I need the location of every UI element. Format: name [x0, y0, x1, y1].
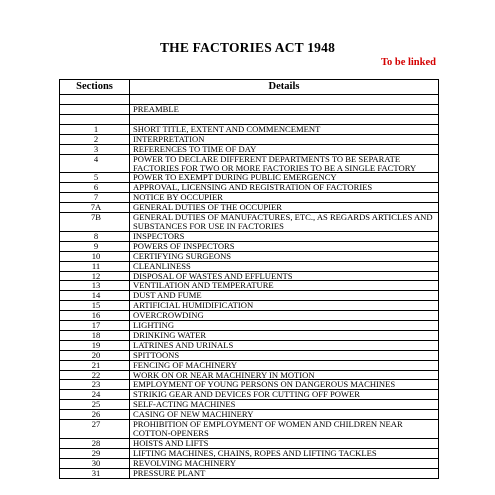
section-details: GENERAL DUTIES OF THE OCCUPIER	[130, 203, 439, 213]
section-details: REVOLVING MACHINERY	[130, 458, 439, 468]
section-details: INSPECTORS	[130, 231, 439, 241]
section-number: 25	[60, 400, 130, 410]
blank-cell	[60, 95, 130, 105]
table-row	[60, 271, 439, 281]
table-header-row	[60, 80, 439, 95]
table-row	[60, 321, 439, 331]
section-details: LIFTING MACHINES, CHAINS, ROPES AND LIFTING TACKLES	[130, 448, 439, 458]
section-number: 16	[60, 311, 130, 321]
section-details: STRIKIG GEAR AND DEVICES FOR CUTTING OFF POWER	[130, 390, 439, 400]
table-row	[60, 251, 439, 261]
section-number: 29	[60, 448, 130, 458]
section-number: 14	[60, 291, 130, 301]
section-details: PROHIBITION OF EMPLOYMENT OF WOMEN AND CHILDREN NEAR COTTON-OPENERS	[130, 420, 439, 439]
section-number: 15	[60, 301, 130, 311]
blank-cell	[130, 95, 439, 105]
section-number: 2	[60, 134, 130, 144]
table-row	[60, 438, 439, 448]
section-details: CERTIFYING SURGEONS	[130, 251, 439, 261]
section-details: DISPOSAL OF WASTES AND EFFLUENTS	[130, 271, 439, 281]
table-row	[60, 458, 439, 468]
section-details: POWER TO DECLARE DIFFERENT DEPARTMENTS TO BE SEPARATE FACTORIES FOR TWO OR MORE FACTORIES TO BE A SINGLE FACTORY	[130, 154, 439, 173]
table-row	[60, 370, 439, 380]
section-number: 7	[60, 193, 130, 203]
section-number: 9	[60, 241, 130, 251]
section-number: 6	[60, 183, 130, 193]
sections-table	[59, 79, 439, 479]
table-row	[60, 144, 439, 154]
link-note: To be linked	[380, 57, 436, 68]
section-number: 18	[60, 330, 130, 340]
table-row	[60, 410, 439, 420]
section-number: 22	[60, 370, 130, 380]
section-number: 1	[60, 124, 130, 134]
blank-cell	[130, 114, 439, 124]
section-number: 4	[60, 154, 130, 173]
table-row	[60, 360, 439, 370]
section-details: OVERCROWDING	[130, 311, 439, 321]
section-details: LATRINES AND URINALS	[130, 340, 439, 350]
preamble-row	[60, 105, 439, 115]
section-number: 30	[60, 458, 130, 468]
section-details: DUST AND FUME	[130, 291, 439, 301]
table-row	[60, 203, 439, 213]
section-number: 8	[60, 231, 130, 241]
table-row	[60, 124, 439, 134]
section-details: PRESSURE PLANT	[130, 468, 439, 478]
blank-cell	[60, 114, 130, 124]
table-row	[60, 311, 439, 321]
blank-row	[60, 114, 439, 124]
section-details: POWERS OF INSPECTORS	[130, 241, 439, 251]
table-row	[60, 154, 439, 173]
section-number: 12	[60, 271, 130, 281]
table-row	[60, 261, 439, 271]
section-number: 19	[60, 340, 130, 350]
section-number: 20	[60, 350, 130, 360]
table-row	[60, 400, 439, 410]
section-number: 28	[60, 438, 130, 448]
table-row	[60, 173, 439, 183]
table-row	[60, 380, 439, 390]
section-number: 17	[60, 321, 130, 331]
section-number: 31	[60, 468, 130, 478]
table-row	[60, 281, 439, 291]
section-number: 23	[60, 380, 130, 390]
section-details: NOTICE BY OCCUPIER	[130, 193, 439, 203]
table-row	[60, 241, 439, 251]
section-details: INTERPRETATION	[130, 134, 439, 144]
table-row	[60, 330, 439, 340]
section-details: WORK ON OR NEAR MACHINERY IN MOTION	[130, 370, 439, 380]
table-row	[60, 213, 439, 232]
section-number: 13	[60, 281, 130, 291]
section-number: 26	[60, 410, 130, 420]
section-details: EMPLOYMENT OF YOUNG PERSONS ON DANGEROUS MACHINES	[130, 380, 439, 390]
blank-row	[60, 95, 439, 105]
section-number: 11	[60, 261, 130, 271]
section-details: DRINKING WATER	[130, 330, 439, 340]
section-details: POWER TO EXEMPT DURING PUBLIC EMERGENCY	[130, 173, 439, 183]
section-details: VENTILATION AND TEMPERATURE	[130, 281, 439, 291]
table-row	[60, 448, 439, 458]
section-details: CLEANLINESS	[130, 261, 439, 271]
preamble-section-cell	[60, 105, 130, 115]
section-number: 10	[60, 251, 130, 261]
table-row	[60, 134, 439, 144]
section-details: HOISTS AND LIFTS	[130, 438, 439, 448]
section-details: SHORT TITLE, EXTENT AND COMMENCEMENT	[130, 124, 439, 134]
section-number: 7A	[60, 203, 130, 213]
table-row	[60, 390, 439, 400]
section-number: 7B	[60, 213, 130, 232]
table-row	[60, 301, 439, 311]
table-row	[60, 350, 439, 360]
section-number: 21	[60, 360, 130, 370]
table-row	[60, 420, 439, 439]
table-row	[60, 231, 439, 241]
table-row	[60, 291, 439, 301]
section-details: REFERENCES TO TIME OF DAY	[130, 144, 439, 154]
section-details: GENERAL DUTIES OF MANUFACTURES, ETC., AS REGARDS ARTICLES AND SUBSTANCES FOR USE IN FACTORIES	[130, 213, 439, 232]
section-number: 3	[60, 144, 130, 154]
section-details: ARTIFICIAL HUMIDIFICATION	[130, 301, 439, 311]
section-details: APPROVAL, LICENSING AND REGISTRATION OF FACTORIES	[130, 183, 439, 193]
section-details: SPITTOONS	[130, 350, 439, 360]
preamble-cell: PREAMBLE	[130, 105, 439, 115]
table-row	[60, 468, 439, 478]
section-details: FENCING OF MACHINERY	[130, 360, 439, 370]
table-row	[60, 193, 439, 203]
section-details: LIGHTING	[130, 321, 439, 331]
section-details: CASING OF NEW MACHINERY	[130, 410, 439, 420]
section-details: SELF-ACTING MACHINES	[130, 400, 439, 410]
details-header: Details	[130, 80, 439, 95]
table-row	[60, 183, 439, 193]
section-number: 27	[60, 420, 130, 439]
section-number: 5	[60, 173, 130, 183]
table-row	[60, 340, 439, 350]
document-title: THE FACTORIES ACT 1948	[159, 40, 336, 55]
section-number: 24	[60, 390, 130, 400]
sections-header: Sections	[60, 80, 130, 95]
